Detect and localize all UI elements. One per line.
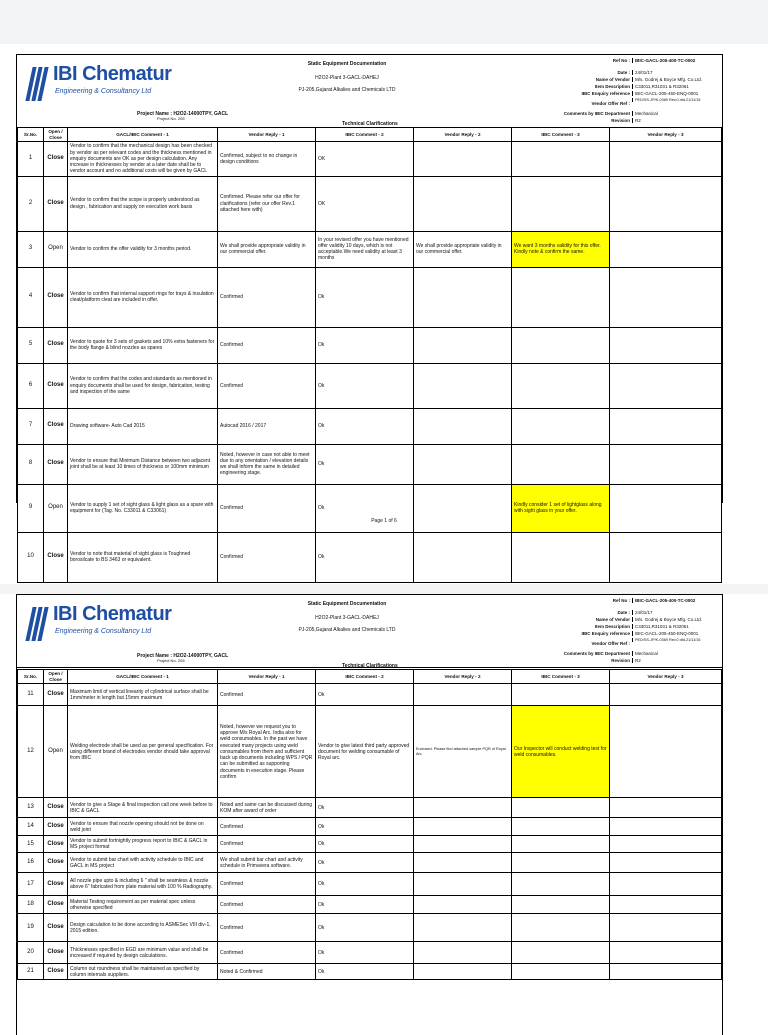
cell-c1: Vendor to submit bar chart with activity schedule to IBIC and GACL in MS project [68,853,218,873]
cell-c2: Ok [316,532,414,582]
cell-r3 [610,964,722,980]
company-logo: IBI Chematur Engineering & Consultancy Ltd [27,63,177,103]
row-number: 18 [18,896,44,914]
column-header: Open / Close [44,128,68,142]
column-header: IBIC Comment - 3 [512,128,610,142]
cell-c3 [512,942,610,964]
cell-r3 [610,176,722,231]
client-line: PJ-205,Gujarat Alkalies and Chemicals LTD [298,87,396,93]
cell-c1: Vendor to note that material of sight glass is Toughned borosilcate to BS 3463 or equivalent. [68,532,218,582]
status-cell: Close [44,853,68,873]
cell-c1: Vendor to confirm that internal support rings for trays & insulation cleat/platform cleat are included in offer. [68,267,218,327]
status-cell: Close [44,942,68,964]
table-row [18,818,722,836]
cell-r2 [414,873,512,896]
table-row [18,408,722,444]
cell-c2: Ok [316,914,414,942]
cell-c3 [512,836,610,853]
table-row [18,896,722,914]
cell-r2 [414,484,512,532]
cell-r1: Noted & Confirmed [218,964,316,980]
cell-c3 [512,853,610,873]
cell-r2 [414,853,512,873]
status-cell: Close [44,444,68,484]
cell-r1: Confirmed [218,873,316,896]
row-number: 11 [18,684,44,706]
table-row [18,706,722,798]
cell-c1: Maximum limit of vertical linearity of cylindrical surface shall be 1mm/meter in length but 15mm maximum [68,684,218,706]
cell-r3 [610,327,722,363]
cell-c2: Ok [316,942,414,964]
cell-r2 [414,914,512,942]
row-number: 14 [18,818,44,836]
cell-c1: Vendor to confirm that the codes and standards as mentioned in enquiry documents shall be used for design, fabrication, testing and inspection of the same [68,363,218,408]
cell-c2: Ok [316,267,414,327]
status-cell: Open [44,706,68,798]
cell-r2 [414,836,512,853]
cell-r2 [414,408,512,444]
status-cell: Close [44,896,68,914]
section-title: Technical Clarifications [342,663,398,669]
cell-c1: Vendor to submit fortnightly progress report to IBIC & GACL in MS project format [68,836,218,853]
row-number: 2 [18,176,44,231]
cell-c2: OK [316,142,414,176]
cell-c1: Thicknesses specified in EGD are minimum value and shall be increased if required by design calculations. [68,942,218,964]
cell-r1: We shall provide appropriate validity in our commercial offer. [218,231,316,267]
cell-r1: Noted, however we request you to approve M/s Royal Arc. India also for weld consumables. In the past we have executed many projects using weld consumables from them and sufficient back up documents including WPS / PQR can be submitted as supporting documents in execution stage. Please confirm [218,706,316,798]
cell-r2 [414,142,512,176]
table-row [18,484,722,532]
cell-r2 [414,818,512,836]
cell-r2 [414,896,512,914]
table-row [18,176,722,231]
cell-r3 [610,231,722,267]
cell-c2: In your revised offer you have mentioned offer validity 10 days, which is not acceptable.We need validity at least 3 months [316,231,414,267]
cell-r2: Enclosed. Please find attached sample PQR of Royal Arc [414,706,512,798]
row-number: 3 [18,231,44,267]
cell-r1: Confirmed, subject to no change in design conditions [218,142,316,176]
table-row [18,798,722,818]
client-line: PJ-205,Gujarat Alkalies and Chemicals LTD [298,627,396,633]
table-row [18,142,722,176]
document-page-1 [0,44,768,584]
plant-line: H2O2-Plant 3-GACL-DAHEJ [315,615,379,621]
project-no: Project No. 205 [157,658,185,663]
cell-c3 [512,914,610,942]
table-row [18,231,722,267]
cell-c1: Design calculation to be done according to ASMESec VIII div-1, 2015 edition. [68,914,218,942]
table-row [18,942,722,964]
row-number: 8 [18,444,44,484]
column-header: Sr.No. [18,128,44,142]
cell-c1: Vendor to confirm that the scope is properly understood as design , fabrication and supply on execution work basis [68,176,218,231]
cell-r3 [610,532,722,582]
cell-r1: Autocad 2016 / 2017 [218,408,316,444]
cell-r1: Confirmed [218,532,316,582]
row-number: 16 [18,853,44,873]
cell-r3 [610,836,722,853]
cell-c2: OK [316,176,414,231]
cell-r3 [610,484,722,532]
table-row [18,836,722,853]
column-header: Vendor Reply - 1 [218,670,316,684]
status-cell: Close [44,684,68,706]
page-number: Page 1 of 6 [371,518,397,524]
cell-c2: Vendor to give latest third party approved document for welding consumable of Royal arc. [316,706,414,798]
table-row [18,914,722,942]
cell-c3 [512,363,610,408]
cell-r1: Confirmed [218,327,316,363]
cell-r3 [610,818,722,836]
company-logo: IBI Chematur Engineering & Consultancy Ltd [27,603,177,643]
cell-c1: Vendor to supply 1 set of sight glass & light glass as a spare with equipment for (Tag. No. C33011 & C33061) [68,484,218,532]
cell-c2: Ok [316,964,414,980]
status-cell: Close [44,836,68,853]
section-title: Technical Clarifications [342,121,398,127]
cell-c2: Ok [316,873,414,896]
status-cell: Close [44,798,68,818]
cell-c2: Ok [316,684,414,706]
status-cell: Close [44,267,68,327]
column-header: IBIC Comment - 3 [512,670,610,684]
cell-c2: Ok [316,818,414,836]
cell-c1: Welding electrode shall be used as per general specification. For using different brand of electrodes vendor should take approval from IBIC [68,706,218,798]
table-row [18,327,722,363]
cell-r3 [610,267,722,327]
row-number: 9 [18,484,44,532]
cell-c1: Column out roundness shall be maintained as specified by column internals suppliers. [68,964,218,980]
row-number: 15 [18,836,44,853]
cell-r2 [414,267,512,327]
cell-r2 [414,942,512,964]
column-header: GACL/IBIC Comment - 1 [68,128,218,142]
status-cell: Open [44,231,68,267]
row-number: 19 [18,914,44,942]
project-name: Project Name : H2O2-14000TPY, GACL [137,653,229,659]
cell-c2: Ok [316,444,414,484]
cell-c3 [512,896,610,914]
cell-r1: Confirmed [218,684,316,706]
status-cell: Close [44,964,68,980]
status-cell: Close [44,142,68,176]
cell-r3 [610,142,722,176]
table-row [18,684,722,706]
row-number: 7 [18,408,44,444]
cell-r1: Confirmed [218,363,316,408]
cell-c3 [512,408,610,444]
table-row [18,444,722,484]
column-header: Sr.No. [18,670,44,684]
cell-c2: Ok [316,798,414,818]
cell-r3 [610,444,722,484]
cell-c3 [512,684,610,706]
cell-r3 [610,873,722,896]
row-number: 21 [18,964,44,980]
cell-r1: Confirmed [218,896,316,914]
cell-c3 [512,798,610,818]
cell-r3 [610,706,722,798]
status-cell: Close [44,873,68,896]
cell-r2 [414,327,512,363]
cell-r2 [414,444,512,484]
cell-r2 [414,684,512,706]
status-cell: Close [44,914,68,942]
cell-r1: Noted, however in case not able to meet due to any orientation / elevation details we shall inform the same in detailed engineering stage. [218,444,316,484]
status-cell: Close [44,176,68,231]
cell-c3 [512,964,610,980]
cell-r3 [610,853,722,873]
column-header: Vendor Reply - 3 [610,128,722,142]
cell-r1: Confirmed [218,914,316,942]
cell-c3 [512,444,610,484]
row-number: 13 [18,798,44,818]
column-header: GACL/IBIC Comment - 1 [68,670,218,684]
table-row [18,532,722,582]
table-row [18,267,722,327]
cell-r3 [610,363,722,408]
column-header: Vendor Reply - 3 [610,670,722,684]
cell-c3 [512,327,610,363]
cell-r1: Confirmed [218,484,316,532]
cell-r2 [414,964,512,980]
status-cell: Close [44,532,68,582]
cell-r3 [610,942,722,964]
status-cell: Close [44,363,68,408]
column-header: Vendor Reply - 2 [414,670,512,684]
cell-c3 [512,267,610,327]
page-header: IBI Chematur Engineering & Consultancy Ltd Static Equipment Documentation H2O2-Plant 3-GACL-DAHEJ PJ-205,Gujarat Alkalies and Chemicals LTD Ref No : IBIC-GACL-205-400-TC-0002 Date : 24/01/17 Name of Vendor M/s. Godrej & Boyce Mfg. Co.Ltd. Item Description C33011,R31031 & R32061 IBIC Enquiry reference IBIC-GACL-205-450-ENQ-0001 Vendor Offer Ref : PED/SS-JP/K-0369 Rev.0 dtd.21/11/16 Comments by IBIC Department Mechanical Revision R2 [17,595,722,668]
cell-r1: Confirmed. Please refer our offer for clarifications (refer our offer Rev.1 attached here with) [218,176,316,231]
table-row [18,873,722,896]
column-header: Vendor Reply - 2 [414,128,512,142]
table-row [18,964,722,980]
cell-r1: Confirmed [218,836,316,853]
cell-c1: Vendor to ensure that Minimum Distance between two adjacent joint shall be at least 10 times of thickness or 100mm minimum [68,444,218,484]
cell-c2: Ok [316,327,414,363]
column-header: IBIC Comment - 2 [316,670,414,684]
column-header: IBIC Comment - 2 [316,128,414,142]
cell-c2: Ok [316,836,414,853]
cell-r3 [610,798,722,818]
cell-c3: We want 3 months validity for this offer. Kindly note & confirm the same. [512,231,610,267]
table-row [18,853,722,873]
status-cell: Close [44,818,68,836]
cell-c1: Vendor to quote for 3 sets of gaskets and 10% extra fasteners for the body flange & blind nozzles as spares [68,327,218,363]
cell-c3 [512,142,610,176]
row-number: 5 [18,327,44,363]
row-number: 6 [18,363,44,408]
cell-r3 [610,896,722,914]
plant-line: H2O2-Plant 3-GACL-DAHEJ [315,75,379,81]
doc-title: Static Equipment Documentation [307,61,387,67]
status-cell: Open [44,484,68,532]
table-row [18,363,722,408]
project-name: Project Name : H2O2-14000TPY, GACL [137,111,229,117]
cell-c2: Ok [316,484,414,532]
cell-c3: Our Inspector will conduct welding test for weld consumables. [512,706,610,798]
cell-r2: We shall provide appropriate validity in our commercial offer. [414,231,512,267]
project-no: Project No. 205 [157,116,185,121]
cell-c3 [512,176,610,231]
cell-c1: Drawing software- Auto Cad 2015 [68,408,218,444]
column-header: Open / Close [44,670,68,684]
cell-r2 [414,176,512,231]
cell-c3: Kindly consider 1 set of lightglass along with sight glass in your offer. [512,484,610,532]
cell-r1: Noted and same can be discussed during KOM after award of order [218,798,316,818]
row-number: 4 [18,267,44,327]
row-number: 10 [18,532,44,582]
row-number: 20 [18,942,44,964]
clarifications-table-2 [17,669,722,980]
cell-c1: All nozzle pipe upto & including 6 " shall be seamless & nozzle above 6" fabricated from plate material with 100 % Radiography. [68,873,218,896]
cell-c2: Ok [316,408,414,444]
cell-r2 [414,798,512,818]
cell-r3 [610,914,722,942]
cell-c2: Ok [316,363,414,408]
cell-c1: Vendor to ensure that nozzle opening should not be done on weld joint [68,818,218,836]
cell-c1: Vendor to confirm that the mechanical design has been checked by vendor as per relevant codes and the thickness mentioned in enquiry documents are OK as per design calculation. Any increase in thicknesses by vendor at a later date shall be to vendor account and no additional costs will be given by GACL [68,142,218,176]
status-cell: Close [44,327,68,363]
cell-c1: Vendor to confirm the offer validity for 3 months period. [68,231,218,267]
cell-c2: Ok [316,896,414,914]
page-header: IBI Chematur Engineering & Consultancy Ltd Static Equipment Documentation H2O2-Plant 3-GACL-DAHEJ PJ-205,Gujarat Alkalies and Chemicals LTD Ref No : IBIC-GACL-205-400-TC-0002 Date : 24/01/17 Name of Vendor M/s. Godrej & Boyce Mfg. Co.Ltd. Item Description C33011,R31031 & R32061 IBIC Enquiry reference IBIC-GACL-205-450-ENQ-0001 Vendor Offer Ref : PED/SS-JP/K-0369 Rev.0 dtd.21/11/16 Comments by IBIC Department Mechanical Revision R2 [17,55,722,128]
cell-r2 [414,363,512,408]
cell-c3 [512,532,610,582]
cell-c3 [512,873,610,896]
column-header: Vendor Reply - 1 [218,128,316,142]
cell-c1: Vendor to give a Stage & final inspection call one week before to IBIC & GACL [68,798,218,818]
cell-c3 [512,818,610,836]
doc-title: Static Equipment Documentation [307,601,387,607]
cell-r1: Confirmed [218,267,316,327]
cell-r1: Confirmed [218,942,316,964]
cell-r1: We shall submit bar chart and activity schedule in Primavera software. [218,853,316,873]
cell-c1: Material Testing requirement as per material spec unless otherwise specified [68,896,218,914]
cell-r1: Confirmed [218,818,316,836]
cell-r2 [414,532,512,582]
row-number: 1 [18,142,44,176]
cell-r3 [610,408,722,444]
clarifications-table-1 [17,127,722,583]
status-cell: Close [44,408,68,444]
row-number: 17 [18,873,44,896]
document-page-2 [0,594,768,1024]
cell-r3 [610,684,722,706]
row-number: 12 [18,706,44,798]
cell-c2: Ok [316,853,414,873]
